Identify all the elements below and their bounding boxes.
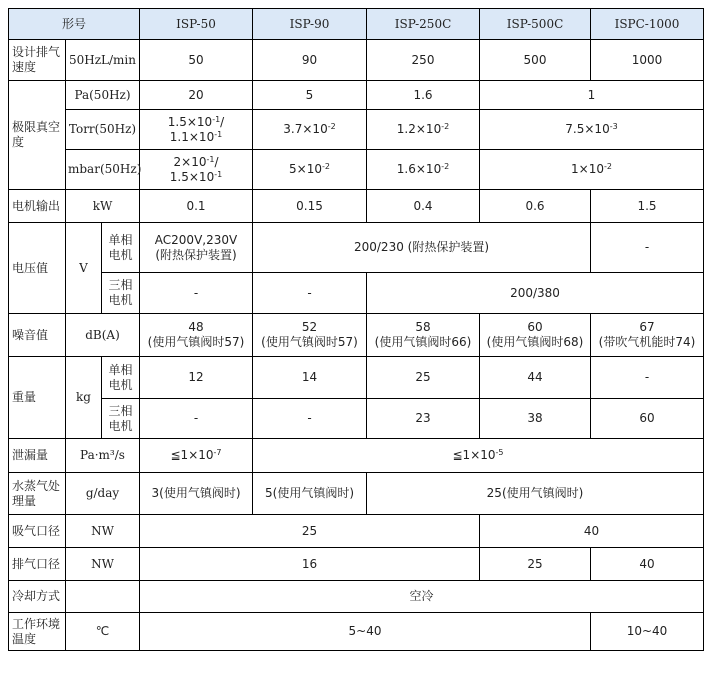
cell: 25 bbox=[367, 357, 480, 399]
unit: dB(A) bbox=[66, 314, 140, 357]
note: (带吹气机能时74) bbox=[598, 335, 696, 349]
unit: kW bbox=[66, 190, 140, 223]
cell: 14 bbox=[253, 357, 367, 399]
sub-label: 三相电机 bbox=[102, 399, 140, 439]
row-label: 极限真空度 bbox=[9, 81, 66, 190]
exponent: -2 bbox=[603, 162, 612, 171]
cell: 50 bbox=[140, 40, 253, 81]
cell bbox=[480, 150, 704, 190]
model-name: ISP-90 bbox=[253, 9, 367, 40]
cell: 90 bbox=[253, 40, 367, 81]
model-name: ISP-50 bbox=[140, 9, 253, 40]
vacuum-torr-row bbox=[9, 110, 704, 150]
cell: - bbox=[591, 223, 704, 273]
value: 1.6×10 bbox=[396, 162, 442, 176]
cell bbox=[140, 110, 253, 150]
row-label: 噪音值 bbox=[9, 314, 66, 357]
cell: 16 bbox=[140, 548, 480, 581]
separator: / bbox=[220, 114, 225, 129]
model-label: 形号 bbox=[9, 9, 140, 40]
row-label: 电压值 bbox=[9, 223, 66, 314]
noise-row bbox=[9, 314, 704, 357]
cell: 40 bbox=[480, 515, 704, 548]
cell: 60 bbox=[591, 399, 704, 439]
cell: 200/230 (附热保护装置) bbox=[253, 223, 591, 273]
cell: 500 bbox=[480, 40, 591, 81]
row-label: 设计排气速度 bbox=[9, 40, 66, 81]
cell bbox=[367, 150, 480, 190]
unit: g/day bbox=[66, 473, 140, 515]
unit: ℃ bbox=[66, 613, 140, 651]
cell: 25 bbox=[480, 548, 591, 581]
row-label: 工作环境温度 bbox=[9, 613, 66, 651]
cell: 20 bbox=[140, 81, 253, 110]
unit: 50HzL/min bbox=[66, 40, 140, 81]
sub-label: 单相电机 bbox=[102, 357, 140, 399]
note: (使用气镇阀时66) bbox=[374, 335, 472, 349]
row-label: 电机输出 bbox=[9, 190, 66, 223]
cell: 0.6 bbox=[480, 190, 591, 223]
exponent: -1 bbox=[214, 129, 223, 139]
cell: 0.1 bbox=[140, 190, 253, 223]
value: 1.5×10 bbox=[167, 114, 213, 129]
cell: - bbox=[253, 399, 367, 439]
cell bbox=[253, 110, 367, 150]
value: 1.2×10 bbox=[396, 122, 442, 136]
exponent: -1 bbox=[214, 169, 223, 179]
exponent: -2 bbox=[321, 162, 330, 171]
cooling-row bbox=[9, 581, 704, 613]
sub-label: 三相电机 bbox=[102, 273, 140, 314]
cell: 5~40 bbox=[140, 613, 591, 651]
value: 48 bbox=[188, 320, 204, 334]
voltage-single-row bbox=[9, 223, 704, 273]
cell: 0.4 bbox=[367, 190, 480, 223]
cell: 25 bbox=[140, 515, 480, 548]
row-label: 重量 bbox=[9, 357, 66, 439]
cell bbox=[140, 314, 253, 357]
header-row bbox=[9, 9, 704, 40]
voltage-three-row bbox=[9, 273, 704, 314]
unit: NW bbox=[66, 515, 140, 548]
leak-row bbox=[9, 439, 704, 473]
cell: 38 bbox=[480, 399, 591, 439]
exponent: -7 bbox=[213, 448, 222, 457]
cell bbox=[367, 110, 480, 150]
exponent: -2 bbox=[327, 122, 336, 131]
cell: 10~40 bbox=[591, 613, 704, 651]
sub-label: 单相电机 bbox=[102, 223, 140, 273]
cell bbox=[253, 439, 704, 473]
row-label: 水蒸气处理量 bbox=[9, 473, 66, 515]
value: 67 bbox=[639, 320, 655, 334]
intake-row bbox=[9, 515, 704, 548]
note: (使用气镇阀时57) bbox=[147, 335, 245, 349]
cell bbox=[367, 314, 480, 357]
value: 3.7×10 bbox=[283, 122, 328, 136]
row-label: 泄漏量 bbox=[9, 439, 66, 473]
cell bbox=[253, 150, 367, 190]
cell bbox=[253, 314, 367, 357]
cell bbox=[140, 223, 253, 273]
vacuum-mbar-row bbox=[9, 150, 704, 190]
value: 58 bbox=[415, 320, 431, 334]
unit: kg bbox=[66, 357, 102, 439]
cell: 44 bbox=[480, 357, 591, 399]
vapor-row bbox=[9, 473, 704, 515]
exponent: -5 bbox=[495, 448, 504, 457]
cell: - bbox=[591, 357, 704, 399]
unit: Torr(50Hz) bbox=[66, 110, 140, 150]
cell: 空冷 bbox=[140, 581, 704, 613]
speed-row bbox=[9, 40, 704, 81]
value: ≦1×10 bbox=[452, 448, 496, 462]
cell: 0.15 bbox=[253, 190, 367, 223]
exponent: -2 bbox=[441, 122, 450, 131]
value: 2×10 bbox=[173, 154, 207, 169]
value: 1×10 bbox=[571, 162, 604, 176]
cell: 12 bbox=[140, 357, 253, 399]
row-label: 冷却方式 bbox=[9, 581, 66, 613]
cell: - bbox=[140, 399, 253, 439]
cell bbox=[591, 314, 704, 357]
value: 5×10 bbox=[289, 162, 322, 176]
value: ≦1×10 bbox=[170, 448, 214, 462]
unit: mbar(50Hz) bbox=[66, 150, 140, 190]
motor-row bbox=[9, 190, 704, 223]
cell: 5 bbox=[253, 81, 367, 110]
weight-single-row bbox=[9, 357, 704, 399]
row-label: 排气口径 bbox=[9, 548, 66, 581]
model-name: ISP-250C bbox=[367, 9, 480, 40]
exponent: -1 bbox=[212, 114, 221, 124]
value: 1.1×10 bbox=[169, 129, 215, 144]
value: 1.5×10 bbox=[169, 169, 215, 184]
model-name: ISPC-1000 bbox=[591, 9, 704, 40]
value: AC200V,230V bbox=[154, 232, 238, 247]
cell: 23 bbox=[367, 399, 480, 439]
unit-empty bbox=[66, 581, 140, 613]
cell: 200/380 bbox=[367, 273, 704, 314]
unit: V bbox=[66, 223, 102, 314]
cell: 1000 bbox=[591, 40, 704, 81]
note: (使用气镇阀时57) bbox=[261, 335, 358, 349]
exponent: -2 bbox=[441, 162, 450, 171]
row-label: 吸气口径 bbox=[9, 515, 66, 548]
cell bbox=[140, 439, 253, 473]
note: (附热保护装置) bbox=[155, 247, 237, 262]
cell: 3(使用气镇阀时) bbox=[140, 473, 253, 515]
value: 52 bbox=[301, 320, 318, 334]
value: 60 bbox=[527, 320, 543, 334]
cell: 40 bbox=[591, 548, 704, 581]
vacuum-pa-row bbox=[9, 81, 704, 110]
cell: - bbox=[253, 273, 367, 314]
exponent: -3 bbox=[609, 122, 618, 131]
separator: / bbox=[214, 154, 219, 169]
spec-table bbox=[8, 8, 704, 651]
cell bbox=[480, 314, 591, 357]
weight-three-row bbox=[9, 399, 704, 439]
cell: 1.5 bbox=[591, 190, 704, 223]
env-row bbox=[9, 613, 704, 651]
cell: 250 bbox=[367, 40, 480, 81]
cell: 25(使用气镇阀时) bbox=[367, 473, 704, 515]
cell bbox=[480, 110, 704, 150]
unit: Pa·m³/s bbox=[66, 439, 140, 473]
cell: 5(使用气镇阀时) bbox=[253, 473, 367, 515]
exhaust-row bbox=[9, 548, 704, 581]
unit: Pa(50Hz) bbox=[66, 81, 140, 110]
unit: NW bbox=[66, 548, 140, 581]
value: 7.5×10 bbox=[565, 122, 610, 136]
cell: 1 bbox=[480, 81, 704, 110]
note: (使用气镇阀时68) bbox=[486, 335, 584, 349]
model-name: ISP-500C bbox=[480, 9, 591, 40]
exponent: -1 bbox=[206, 154, 215, 164]
cell: 1.6 bbox=[367, 81, 480, 110]
cell: - bbox=[140, 273, 253, 314]
cell bbox=[140, 150, 253, 190]
